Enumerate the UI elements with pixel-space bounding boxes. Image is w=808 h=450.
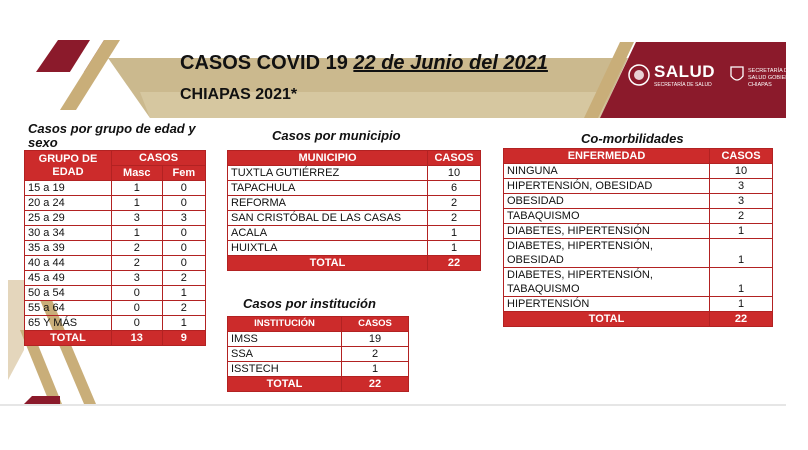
cell: OBESIDAD — [504, 194, 710, 209]
title-text: CASOS COVID 19 — [180, 52, 348, 74]
cell: NINGUNA — [504, 164, 710, 179]
cell: 1 — [112, 226, 163, 241]
cell: DIABETES, HIPERTENSIÓN, OBESIDAD — [504, 239, 710, 268]
table-row — [25, 301, 206, 316]
page-title — [180, 52, 548, 75]
cell: 2 — [162, 301, 205, 316]
table-row — [504, 297, 773, 312]
cell: 3 — [112, 211, 163, 226]
total-label: TOTAL — [228, 256, 428, 271]
cell: 10 — [710, 164, 773, 179]
institucion-section-title: Casos por institución — [243, 296, 376, 311]
col-cases: CASOS — [428, 151, 481, 166]
cell: 15 a 19 — [25, 181, 112, 196]
table-row — [228, 241, 481, 256]
cell: 45 a 49 — [25, 271, 112, 286]
total-label: TOTAL — [228, 377, 342, 392]
col-group: GRUPO DE EDAD — [25, 151, 112, 181]
cell: 1 — [710, 224, 773, 239]
cell: HUIXTLA — [228, 241, 428, 256]
table-row — [504, 194, 773, 209]
cell: ISSTECH — [228, 362, 342, 377]
cell: 1 — [428, 241, 481, 256]
cell: 1 — [342, 362, 409, 377]
table-row — [504, 179, 773, 194]
cell: HIPERTENSIÓN — [504, 297, 710, 312]
table-row — [25, 256, 206, 271]
table-row — [25, 271, 206, 286]
cell: 1 — [112, 181, 163, 196]
cell: 25 a 29 — [25, 211, 112, 226]
cell: 1 — [428, 226, 481, 241]
total-fem: 9 — [162, 331, 205, 346]
total-label: TOTAL — [504, 312, 710, 327]
total-row — [25, 331, 206, 346]
cell: 0 — [112, 286, 163, 301]
chiapas-shield-icon — [730, 66, 744, 84]
cell: 6 — [428, 181, 481, 196]
total-row — [228, 256, 481, 271]
cell: TUXTLA GUTIÉRREZ — [228, 166, 428, 181]
table-row — [228, 362, 409, 377]
cell: 3 — [710, 179, 773, 194]
table-row — [228, 196, 481, 211]
cell: 0 — [162, 256, 205, 271]
total-row — [228, 377, 409, 392]
table-row — [504, 268, 773, 297]
total-label: TOTAL — [25, 331, 112, 346]
cell: IMSS — [228, 332, 342, 347]
col-municipio: MUNICIPIO — [228, 151, 428, 166]
table-row — [25, 226, 206, 241]
cell: 2 — [112, 256, 163, 271]
col-cases: CASOS — [342, 317, 409, 332]
total-masc: 13 — [112, 331, 163, 346]
cell: 1 — [112, 196, 163, 211]
cell: 0 — [112, 316, 163, 331]
logo-word: SALUD — [654, 62, 716, 81]
cell: 3 — [112, 271, 163, 286]
seal-icon — [628, 64, 650, 86]
municipio-section-title: Casos por municipio — [272, 128, 401, 143]
cell: 2 — [428, 211, 481, 226]
table-row — [25, 211, 206, 226]
title-date: 22 de Junio del 2021 — [353, 52, 548, 74]
col-enfermedad: ENFERMEDAD — [504, 149, 710, 164]
col-fem: Fem — [162, 166, 205, 181]
municipio-table — [227, 150, 481, 271]
table-row — [228, 181, 481, 196]
cell: 30 a 34 — [25, 226, 112, 241]
table-row — [504, 209, 773, 224]
cell: 20 a 24 — [25, 196, 112, 211]
table-row — [25, 181, 206, 196]
cell: 35 a 39 — [25, 241, 112, 256]
col-institucion: INSTITUCIÓN — [228, 317, 342, 332]
total-value: 22 — [428, 256, 481, 271]
age-section-title: Casos por grupo de edad y sexo — [28, 121, 196, 150]
cell: 2 — [428, 196, 481, 211]
logo-right-text: SECRETARÍA DE SALUD GOBIERNO DE CHIAPAS — [748, 68, 807, 88]
page-subtitle: CHIAPAS 2021* — [180, 86, 298, 103]
cell: ACALA — [228, 226, 428, 241]
cell: 1 — [162, 286, 205, 301]
cell: 2 — [112, 241, 163, 256]
table-row — [228, 166, 481, 181]
cell: 0 — [162, 241, 205, 256]
table-row — [228, 226, 481, 241]
total-value: 22 — [710, 312, 773, 327]
cell: 3 — [162, 211, 205, 226]
cell: TAPACHULA — [228, 181, 428, 196]
cell: 2 — [342, 347, 409, 362]
cell: REFORMA — [228, 196, 428, 211]
cell: 19 — [342, 332, 409, 347]
table-row — [25, 241, 206, 256]
col-cases: CASOS — [112, 151, 206, 166]
table-row — [25, 196, 206, 211]
cell: 1 — [162, 316, 205, 331]
cell: 0 — [162, 196, 205, 211]
cell: 10 — [428, 166, 481, 181]
age-table — [24, 150, 206, 346]
cell: 2 — [710, 209, 773, 224]
table-row — [504, 164, 773, 179]
table-row — [228, 347, 409, 362]
table-row — [228, 332, 409, 347]
cell: 1 — [710, 239, 773, 268]
cell: 0 — [112, 301, 163, 316]
comorb-section-title: Co-morbilidades — [581, 131, 684, 146]
col-masc: Masc — [112, 166, 163, 181]
col-cases: CASOS — [710, 149, 773, 164]
table-row — [504, 224, 773, 239]
cell: DIABETES, HIPERTENSIÓN — [504, 224, 710, 239]
comorb-table — [503, 148, 773, 327]
institucion-table — [227, 316, 409, 392]
cell: 50 a 54 — [25, 286, 112, 301]
table-row — [228, 211, 481, 226]
table-row — [504, 239, 773, 268]
cell: 65 Y MÁS — [25, 316, 112, 331]
table-row — [25, 286, 206, 301]
total-value: 22 — [342, 377, 409, 392]
cell: DIABETES, HIPERTENSIÓN, TABAQUISMO — [504, 268, 710, 297]
cell: 2 — [162, 271, 205, 286]
cell: SSA — [228, 347, 342, 362]
cell: 40 a 44 — [25, 256, 112, 271]
cell: 0 — [162, 181, 205, 196]
cell: 0 — [162, 226, 205, 241]
table-row — [25, 316, 206, 331]
cell: 1 — [710, 297, 773, 312]
cell: 3 — [710, 194, 773, 209]
total-row — [504, 312, 773, 327]
logo-sub: SECRETARÍA DE SALUD — [654, 82, 712, 88]
cell: TABAQUISMO — [504, 209, 710, 224]
cell: SAN CRISTÓBAL DE LAS CASAS — [228, 211, 428, 226]
cell: 1 — [710, 268, 773, 297]
cell: 55 a 64 — [25, 301, 112, 316]
cell: HIPERTENSIÓN, OBESIDAD — [504, 179, 710, 194]
